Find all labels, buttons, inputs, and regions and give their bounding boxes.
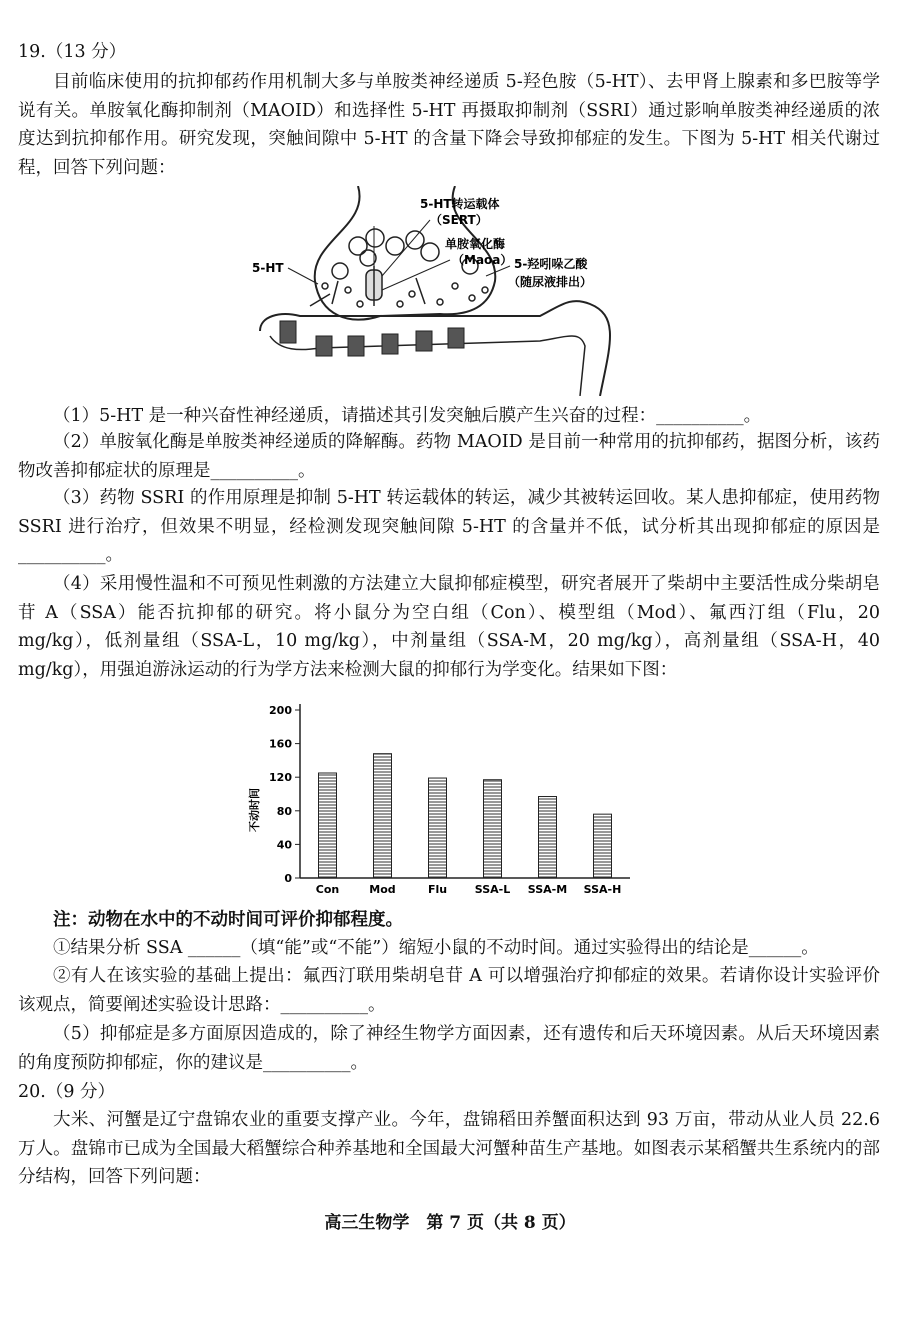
y-tick-label: 160 xyxy=(269,737,292,751)
bar-ssa-m xyxy=(539,797,557,878)
q19-part3: （3）药物 SSRI 的作用原理是抑制 5-HT 转运载体的转运，减少其被转运回收。某人患抑郁症，使用药物 SSRI 进行治疗，但效果不明显，经检测发现突触间隙 5-HT 的含量并不低，试分析其出现抑郁症的原因是__________。 xyxy=(18,488,880,565)
x-tick-label: Mod xyxy=(369,883,396,896)
synapse-diagram xyxy=(240,186,640,396)
label-sert-2: （SERT） xyxy=(430,213,488,227)
q19-part2: （2）单胺氧化酶是单胺类神经递质的降解酶。药物 MAOID 是目前一种常用的抗抑郁药，据图分析，该药物改善抑郁症状的原理是__________。 xyxy=(18,432,880,481)
y-tick-label: 120 xyxy=(269,771,292,785)
q20-intro: 大米、河蟹是辽宁盘锦农业的重要支撑产业。今年，盘锦稻田养蟹面积达到 93 万亩，带动从业人员 22.6 万人。盘锦市已成为全国最大稻蟹综合种养基地和全国最大河蟹种苗生产基地。如图表示某稻蟹共生系统内的部分结构，回答下列问题： xyxy=(18,1110,880,1187)
bar-con xyxy=(319,773,337,878)
q19-part5: （5）抑郁症是多方面原因造成的，除了神经生物学方面因素，还有遗传和后天环境因素。从后天环境因素的角度预防抑郁症，你的建议是__________。 xyxy=(18,1024,880,1073)
immobility-bar-chart xyxy=(240,690,640,900)
label-maoa-1: 单胺氧化酶 xyxy=(445,237,506,251)
q20-header: 20.（9 分） xyxy=(18,1082,116,1102)
x-tick-label: SSA-H xyxy=(583,883,622,896)
q19-part4: （4）采用慢性温和不可预见性刺激的方法建立大鼠抑郁症模型，研究者展开了柴胡中主要活性成分柴胡皂苷 A（SSA）能否抗抑郁的研究。将小鼠分为空白组（Con）、模型组（Mod）、氟西汀组（Flu，20 mg/kg），低剂量组（SSA-L，10 mg/kg），中剂量组（SSA-M，20 mg/kg），高剂量组（SSA-H，40 mg/kg），用强迫游泳运动的行为学方法来检测大鼠的抑郁行为学变化。结果如下图： xyxy=(18,574,880,680)
y-tick-label: 40 xyxy=(276,838,292,852)
y-axis-label: 不动时间 xyxy=(248,788,261,832)
y-tick-label: 200 xyxy=(269,704,292,717)
bar-ssa-h xyxy=(594,814,612,878)
x-tick-label: SSA-M xyxy=(527,883,568,896)
y-tick-label: 0 xyxy=(284,872,292,885)
label-maoa-2: （Maoa） xyxy=(452,253,513,267)
bar-ssa-l xyxy=(484,780,502,878)
x-tick-label: Con xyxy=(315,883,340,896)
label-product-2: （随尿液排出） xyxy=(508,275,593,289)
bar-flu xyxy=(429,778,447,878)
x-tick-label: SSA-L xyxy=(474,883,511,896)
q19-intro: 目前临床使用的抗抑郁药作用机制大多与单胺类神经递质 5-羟色胺（5-HT）、去甲肾上腺素和多巴胺等学说有关。单胺氧化酶抑制剂（MAOID）和选择性 5-HT 再摄取抑制剂（SSRI）通过影响单胺类神经递质的浓度达到抗抑郁作用。研究发现，突触间隙中 5-HT 的含量下降会导致抑郁症的发生。下图为 5-HT 相关代谢过程，回答下列问题： xyxy=(18,72,880,178)
y-tick-label: 80 xyxy=(276,804,292,818)
chart-note: 注：动物在水中的不动时间可评价抑郁程度。 xyxy=(53,910,403,930)
q19-header: 19.（13 分） xyxy=(18,42,127,62)
bar-mod xyxy=(374,754,392,878)
label-product-1: 5-羟吲哚乙酸 xyxy=(514,257,588,271)
q19-part4-2: ②有人在该实验的基础上提出：氟西汀联用柴胡皂苷 A 可以增强治疗抑郁症的效果。若请你设计实验评价该观点，简要阐述实验设计思路：__________。 xyxy=(18,966,880,1015)
x-tick-label: Flu xyxy=(427,883,448,896)
q19-part1: （1）5-HT 是一种兴奋性神经递质，请描述其引发突触后膜产生兴奋的过程：__________。 xyxy=(53,406,762,426)
label-sert-1: 5-HT转运载体 xyxy=(420,197,500,211)
label-5ht: 5-HT xyxy=(252,261,284,275)
q19-part4-1: ①结果分析 SSA ______（填“能”或“不能”）缩短小鼠的不动时间。通过实验得出的结论是______。 xyxy=(53,938,819,958)
page-footer: 高三生物学 第 7 页（共 8 页） xyxy=(324,1213,576,1233)
